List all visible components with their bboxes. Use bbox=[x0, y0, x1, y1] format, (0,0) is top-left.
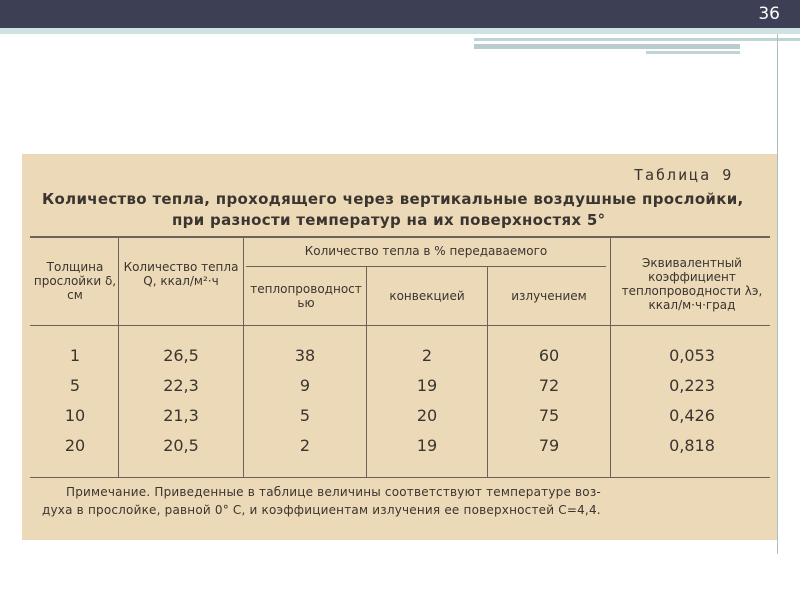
table-bottom-rule bbox=[30, 477, 770, 478]
cell-equivalent-coefficient: 0,426 bbox=[669, 406, 715, 425]
decorative-stripe bbox=[646, 51, 740, 54]
header-bottom-rule bbox=[30, 325, 770, 326]
column-divider bbox=[366, 267, 367, 477]
cell-convection: 19 bbox=[416, 376, 438, 395]
cell-convection: 19 bbox=[416, 436, 438, 455]
cell-heat-quantity: 22,3 bbox=[163, 376, 199, 395]
cell-equivalent-coefficient: 0,053 bbox=[669, 346, 715, 365]
table-caption-line-2: при разности температур на их поверхностях 5° bbox=[172, 211, 606, 229]
cell-thickness: 20 bbox=[64, 436, 86, 455]
column-divider bbox=[243, 238, 244, 477]
cell-equivalent-coefficient: 0,223 bbox=[669, 376, 715, 395]
table-caption-line-1: Количество тепла, проходящего через вертикальные воздушные прослойки, bbox=[42, 190, 744, 208]
table-note-line-2: духа в прослойке, равной 0° С, и коэффициентам излучения ее поверхностей С=4,4. bbox=[42, 503, 601, 517]
header-conduction: теплопроводностью bbox=[250, 282, 362, 310]
scanned-table bbox=[22, 154, 777, 540]
table-note-line-1: Примечание. Приведенные в таблице величины соответствуют температуре воз- bbox=[66, 485, 601, 499]
cell-conduction: 38 bbox=[294, 346, 316, 365]
column-divider bbox=[610, 238, 611, 477]
group-header-rule bbox=[246, 266, 606, 267]
cell-radiation: 60 bbox=[538, 346, 560, 365]
header-heat-quantity: Количество тепла Q, ккал/м²·ч bbox=[123, 260, 239, 288]
header-equivalent-coefficient: Эквивалентный коэффициент теплопроводности λэ, ккал/м·ч·град bbox=[621, 256, 763, 312]
slide-border-line bbox=[777, 34, 778, 554]
cell-conduction: 9 bbox=[299, 376, 311, 395]
decorative-stripe bbox=[474, 38, 800, 41]
header-radiation: излучением bbox=[511, 289, 587, 303]
slide-top-bar bbox=[0, 0, 800, 28]
header-thickness: Толщина прослойки δ, см bbox=[33, 260, 117, 302]
slide-accent-bar bbox=[0, 28, 800, 34]
table-top-rule bbox=[30, 236, 770, 238]
cell-conduction: 2 bbox=[299, 436, 311, 455]
cell-heat-quantity: 21,3 bbox=[163, 406, 199, 425]
column-divider bbox=[118, 238, 119, 477]
cell-radiation: 79 bbox=[538, 436, 560, 455]
header-convection: конвекцией bbox=[389, 289, 465, 303]
cell-heat-quantity: 26,5 bbox=[163, 346, 199, 365]
cell-thickness: 5 bbox=[69, 376, 81, 395]
cell-conduction: 5 bbox=[299, 406, 311, 425]
cell-convection: 20 bbox=[416, 406, 438, 425]
decorative-stripe bbox=[474, 44, 740, 49]
cell-equivalent-coefficient: 0,818 bbox=[669, 436, 715, 455]
slide-number: 36 bbox=[758, 4, 780, 24]
header-group-percent: Количество тепла в % передаваемого bbox=[304, 244, 548, 258]
table-label: Таблица 9 bbox=[634, 166, 734, 184]
cell-convection: 2 bbox=[421, 346, 433, 365]
cell-radiation: 75 bbox=[538, 406, 560, 425]
cell-thickness: 10 bbox=[64, 406, 86, 425]
column-divider bbox=[487, 267, 488, 477]
cell-radiation: 72 bbox=[538, 376, 560, 395]
cell-thickness: 1 bbox=[69, 346, 81, 365]
cell-heat-quantity: 20,5 bbox=[163, 436, 199, 455]
